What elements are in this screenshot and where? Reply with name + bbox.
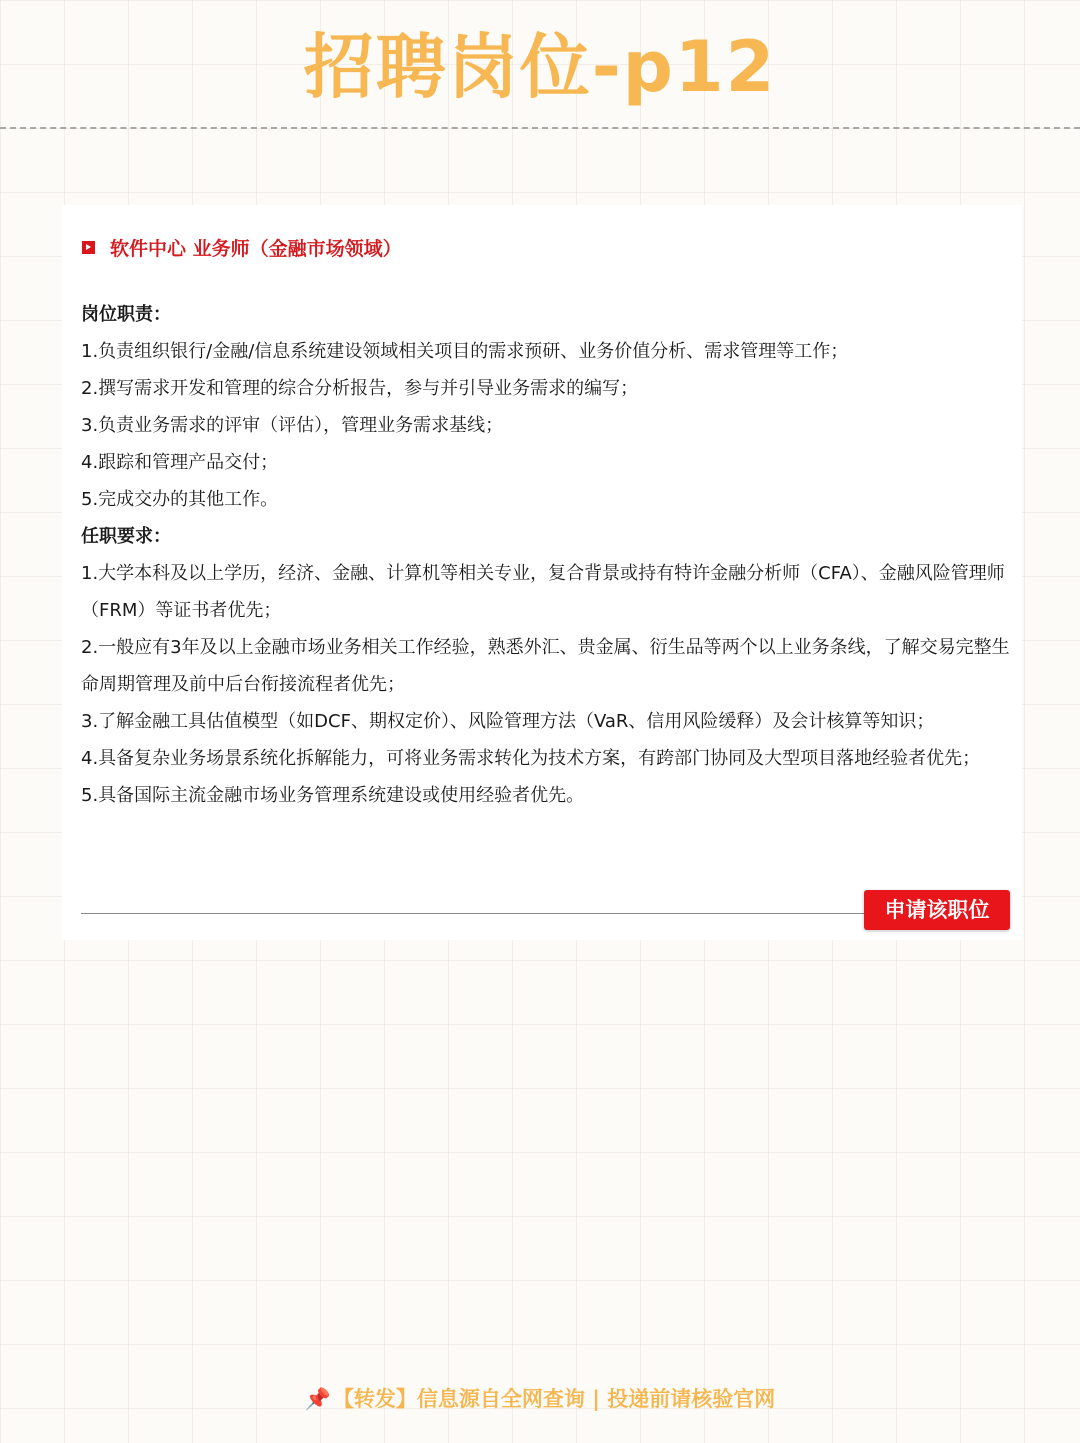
requirement-item: 5.具备国际主流金融市场业务管理系统建设或使用经验者优先。 [81,785,585,806]
play-square-icon [82,241,95,254]
apply-button[interactable]: 申请该职位 [864,890,1010,930]
footer-text: 【转发】信息源自全网查询 | 投递前请核验官网 [332,1387,776,1411]
footer-note [0,1383,1080,1415]
duty-item: 1.负责组织银行/金融/信息系统建设领域相关项目的需求预研、业务价值分析、需求管理等工作； [81,341,849,362]
duty-item: 2.撰写需求开发和管理的综合分析报告，参与并引导业务需求的编写； [81,378,639,399]
card-divider [81,913,871,914]
requirement-item: 4.具备复杂业务场景系统化拆解能力，可将业务需求转化为技术方案，有跨部门协同及大型项目落地经验者优先； [81,748,981,769]
requirements-label: 任职要求： [81,526,171,547]
dashed-divider [0,127,1080,129]
pushpin-icon: 📌 [304,1387,331,1411]
job-description [81,296,1016,814]
duty-item: 4.跟踪和管理产品交付； [81,452,279,473]
requirement-item: 3.了解金融工具估值模型（如DCF、期权定价）、风险管理方法（VaR、信用风险缓释）及会计核算等知识； [81,711,935,732]
job-heading [82,233,402,261]
duty-item: 3.负责业务需求的评审（评估），管理业务需求基线； [81,415,504,436]
page-title: 招聘岗位-p12 [303,26,777,108]
duty-item: 5.完成交办的其他工作。 [81,489,279,510]
requirement-item: 1.大学本科及以上学历，经济、金融、计算机等相关专业，复合背景或持有特许金融分析师（CFA）、金融风险管理师（FRM）等证书者优先； [81,563,1005,621]
job-title[interactable]: 软件中心 业务师（金融市场领域） [110,237,402,260]
duties-label: 岗位职责： [81,304,171,325]
requirement-item: 2.一般应有3年及以上金融市场业务相关工作经验，熟悉外汇、贵金属、衍生品等两个以上业务条线，了解交易完整生命周期管理及前中后台衔接流程者优先； [81,637,1010,695]
